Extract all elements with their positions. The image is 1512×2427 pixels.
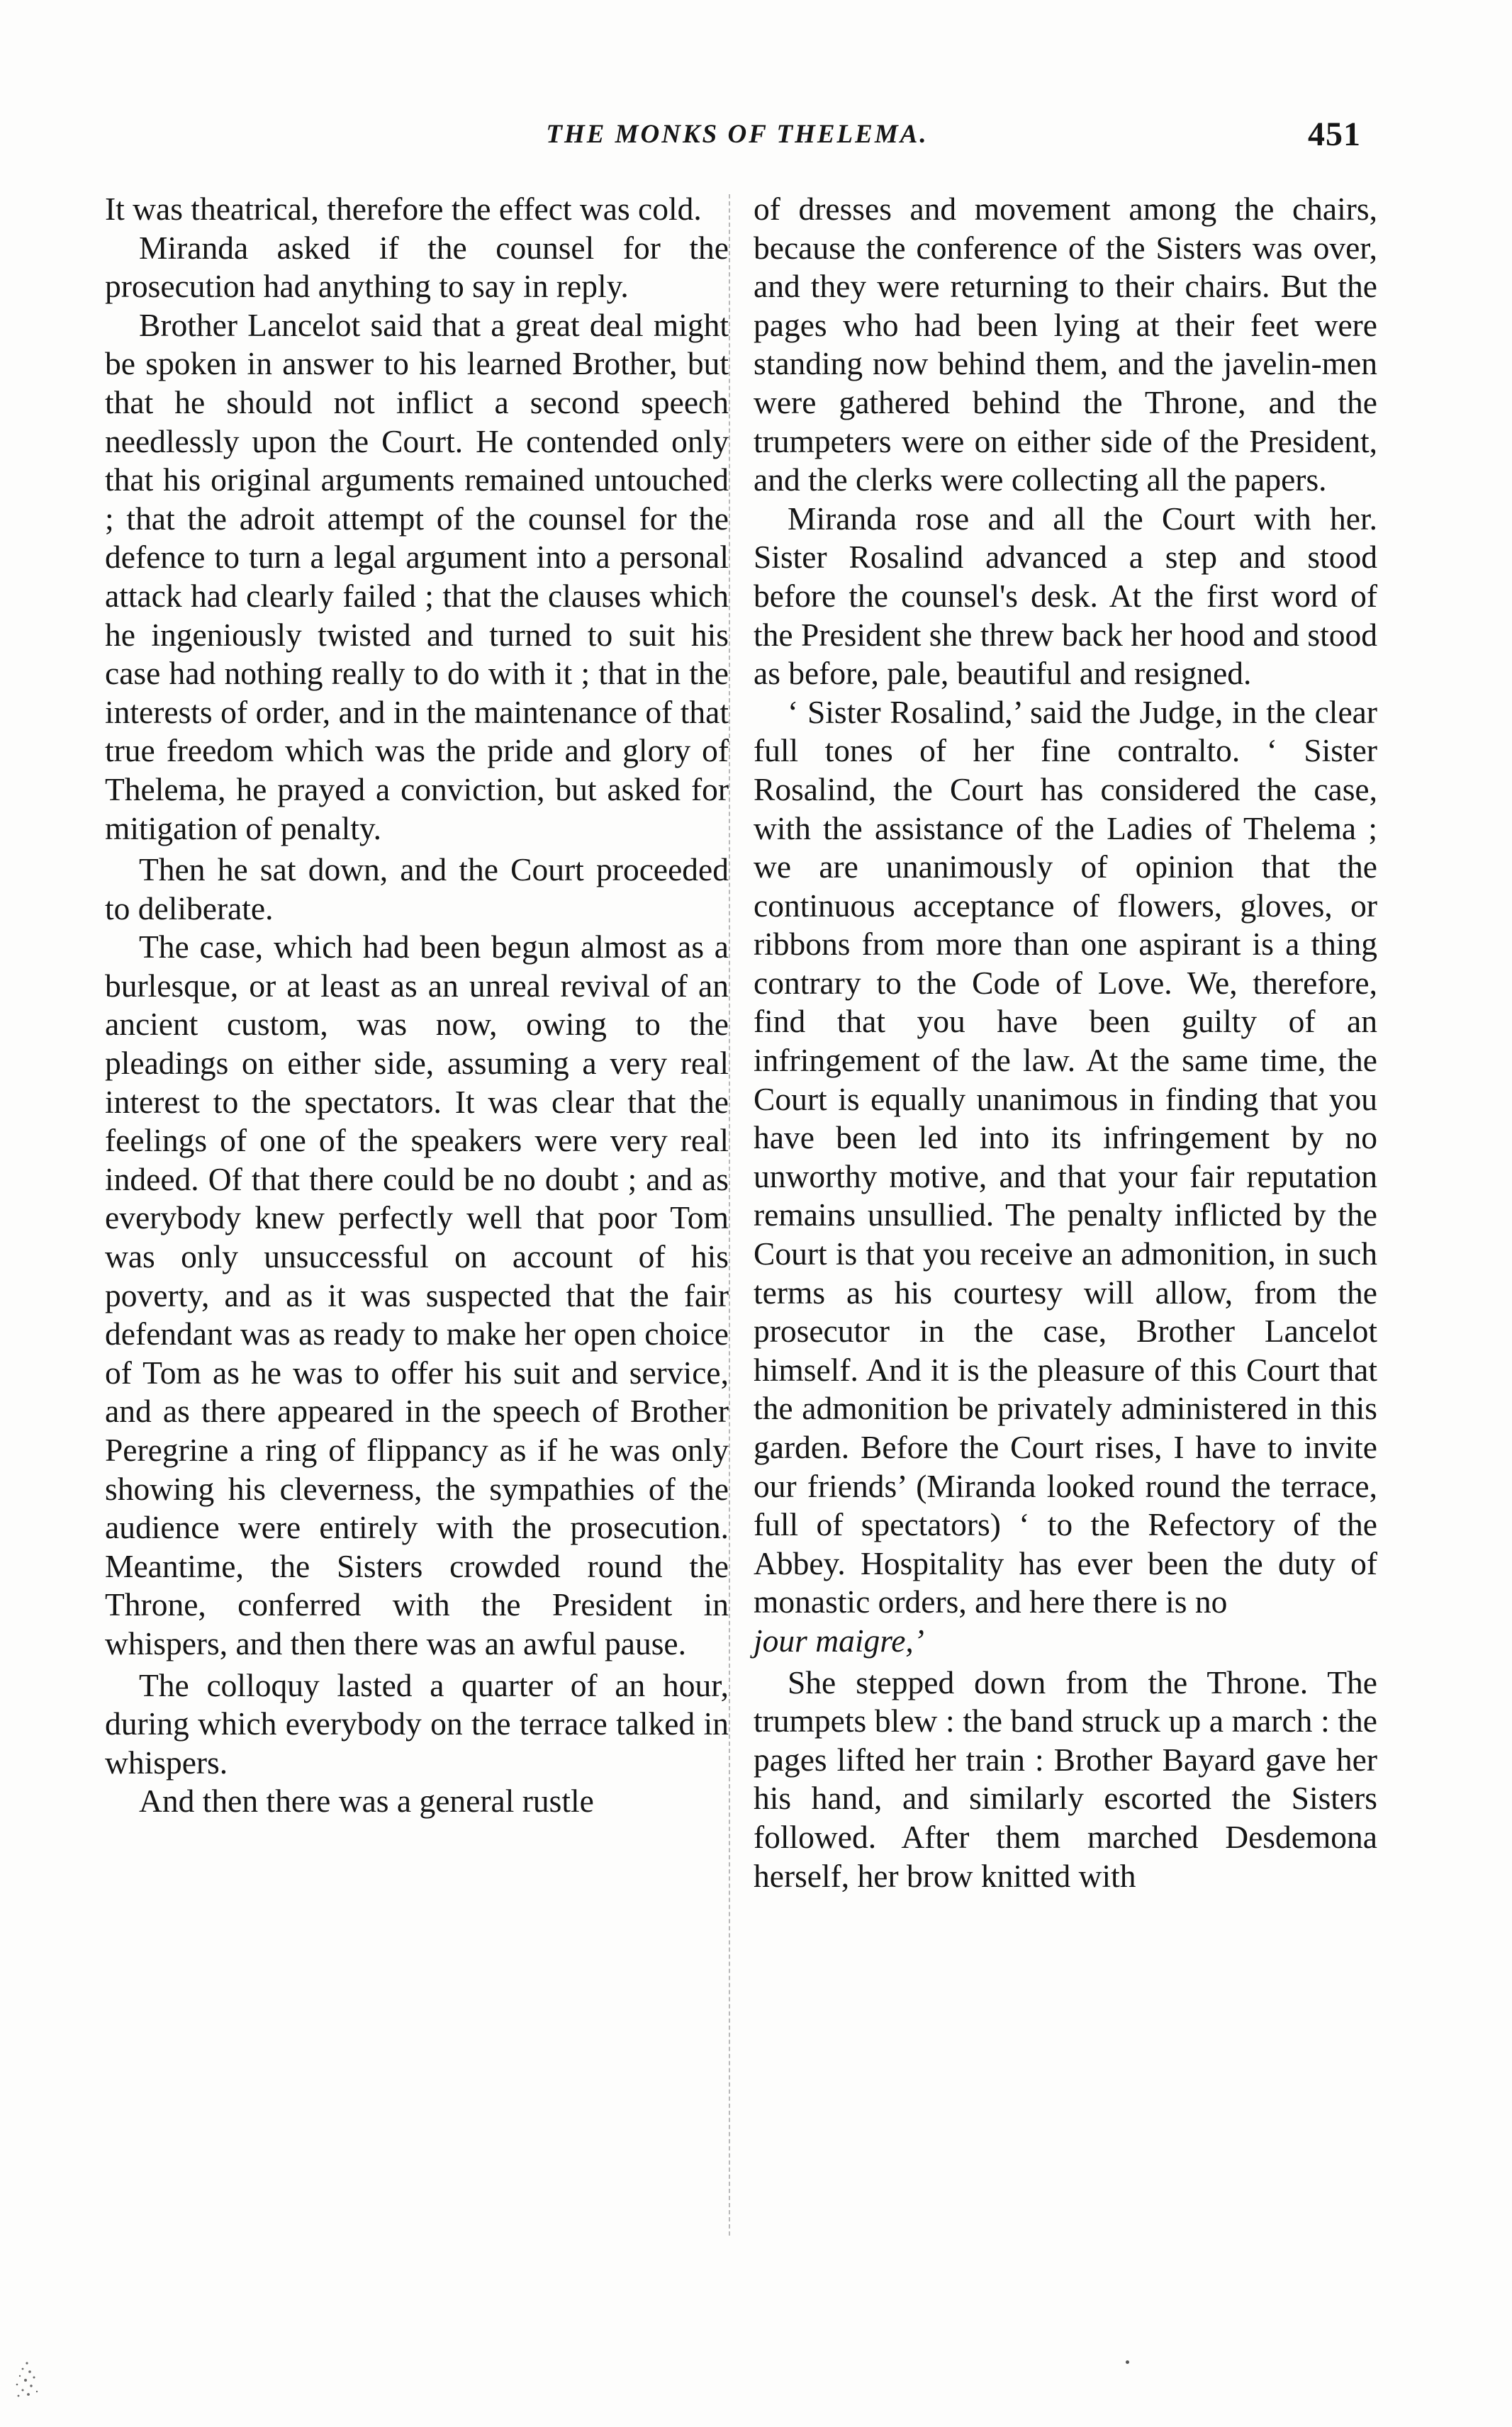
paragraph: And then there was a general rustle [139, 1783, 594, 1820]
paragraph: ‘ Sister Rosalind,’ said the Judge, in the clear full tones of her fine contralto. ‘ Sister Rosalind, the Court has considered the case, with the assistance of the Ladies of Thelema ; we are unanimously of opinion that the continuous acceptance of flowers, gloves, or ribbons from more than one aspirant is a thing contrary to the Code of Love. We, therefore, find that you have been guilty of an infringement of the law. At the same time, the Court is equally unanimous in finding that you have been led into its infringement by no unworthy motive, and that your fair reputation remains unsullied. The penalty inflicted by the Court is that you receive an admonition, in such terms as his courtesy will allow, from the prosecutor in the case, Brother Lancelot himself. And it is the pleasure of this Court that the admonition be privately administered in this garden. Before the Court rises, I have to invite our friends’ (Miranda looked round the terrace, full of spectators) ‘ to the Refectory of the Abbey. Hospitality has ever been the duty of monastic orders, and here there is no [754, 693, 1377, 1620]
paragraph: Brother Lancelot said that a great deal might be spoken in answer to his learned Brother, but that he should not inflict a second speech needlessly upon the Court. He contended only that his original arguments remained untouched ; that the adroit attempt of the counsel for the defence to turn a legal argument into a personal attack had clearly failed ; that the clauses which he ingeniously twisted and turned to suit his case had nothing really to do with it ; that in the interests of order, and in the maintenance of that true freedom which was the pride and glory of Thelema, he prayed a conviction, but asked for mitigation of penalty. [105, 306, 729, 846]
paragraph: of dresses and movement among the chairs, because the conference of the Sisters was over, and they were returning to their chairs. But the pages who had been lying at their feet were standing now behind them, and the javelin-men were gathered behind the Throne, and the trumpeters were on either side of the President, and the clerks were collecting all the papers. [754, 191, 1377, 498]
left-column [105, 190, 729, 1821]
paragraph: Then he sat down, and the Court proceeded to deliberate. [105, 851, 729, 926]
column-divider [729, 194, 730, 2236]
paragraph: She stepped down from the Throne. The trumpets blew : the band struck up a march : the pages lifted her train : Brother Bayard gave her his hand, and similarly escorted the Sisters followed. After them marched Desdemona herself, her brow knitted with [754, 1664, 1377, 1894]
paragraph: It was theatrical, therefore the effect was cold. [105, 191, 702, 227]
italic-phrase: jour maigre,’ [754, 1622, 924, 1659]
right-column [754, 190, 1377, 1895]
paragraph: Miranda asked if the counsel for the prosecution had anything to say in reply. [105, 229, 729, 305]
running-title: THE MONKS OF THELEMA. [546, 120, 929, 149]
paragraph: Miranda rose and all the Court with her. Sister Rosalind advanced a step and stood before the counsel's desk. At the first word of the President she threw back her hood and stood as before, pale, beautiful and resigned. [754, 500, 1377, 692]
paragraph-end [754, 1622, 1377, 1661]
paper-speck-dot [1126, 2360, 1129, 2364]
paper-speck-mark [13, 2360, 44, 2399]
page-number: 451 [1308, 116, 1361, 153]
paragraph: The case, which had been begun almost as a burlesque, or at least as an unreal revival of an ancient custom, was now, owing to the pleadings on either side, assuming a very real interest to the spectators. It was clear that the feelings of one of the speakers were very real indeed. Of that there could be no doubt ; and as everybody knew perfectly well that poor Tom was only unsuccessful on account of his poverty, and as it was suspected that the fair defendant was as ready to make her open choice of Tom as he was to offer his suit and service, and as there appeared in the speech of Brother Peregrine a ring of flippancy as if he was only showing his cleverness, the sympathies of the audience were entirely with the prosecution. Meantime, the Sisters crowded round the Throne, conferred with the President in whispers, and then there was an awful pause. [105, 929, 729, 1661]
paragraph: The colloquy lasted a quarter of an hour, during which everybody on the terrace talked in whispers. [105, 1666, 729, 1781]
